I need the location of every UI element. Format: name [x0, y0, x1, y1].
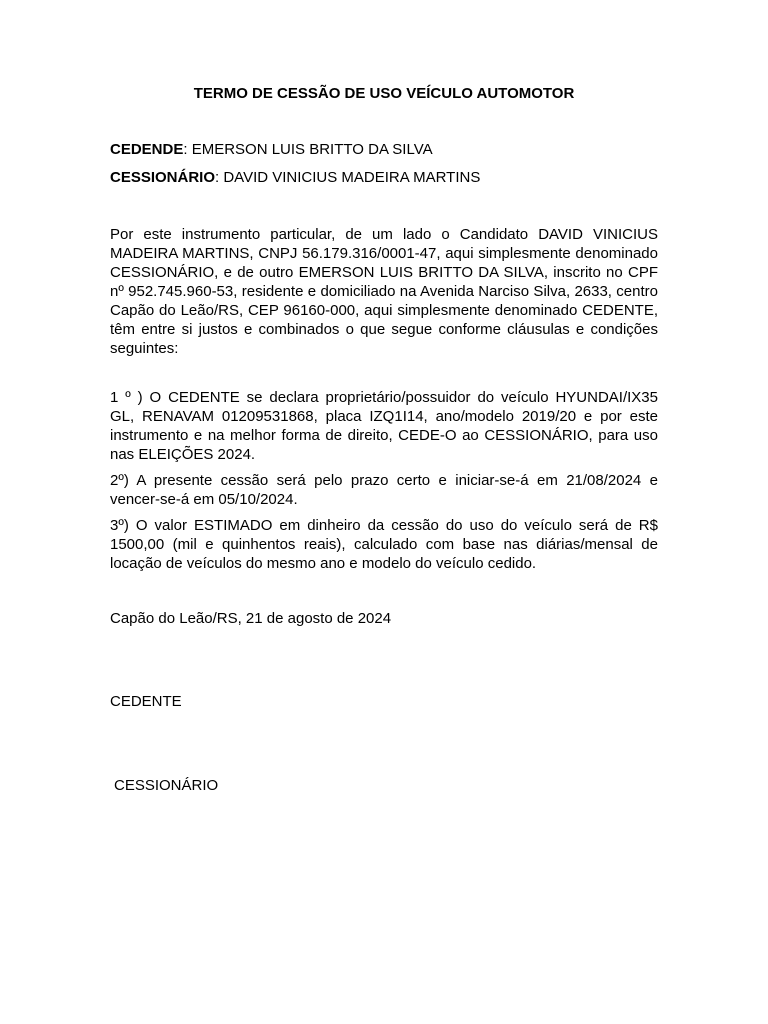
clause-1: 1 º ) O CEDENTE se declara proprietário/possuidor do veículo HYUNDAI/IX35 GL, RENAVAM 01209531868, placa IZQ1I14, ano/modelo 2019/20 e por este instrumento e na melhor forma de direito, CEDE-O ao CESSIONÁRIO, para uso nas ELEIÇÕES 2024.: [110, 389, 658, 463]
signature-cessionario: CESSIONÁRIO: [114, 777, 219, 794]
cedente-value: : EMERSON LUIS BRITTO DA SILVA: [183, 141, 433, 158]
cessionario-value: : DAVID VINICIUS MADEIRA MARTINS: [215, 169, 481, 186]
intro-paragraph: Por este instrumento particular, de um lado o Candidato DAVID VINICIUS MADEIRA MARTINS, CNPJ 56.179.316/0001-47, aqui simplesmente denominado CESSIONÁRIO, e de outro EMERSON LUIS BRITTO DA SILVA, inscrito no CPF nº 952.745.960-53, residente e domiciliado na Avenida Narciso Silva, 2633, centro Capão do Leão/RS, CEP 96160-000, aqui simplesmente denominado CEDENTE, têm entre si justos e combinados o que segue conforme cláusulas e condições seguintes:: [110, 226, 658, 357]
cedente-line: [110, 140, 433, 159]
clause-2: 2º) A presente cessão será pelo prazo certo e iniciar-se-á em 21/08/2024 e vencer-se-á em 05/10/2024.: [110, 472, 658, 508]
signature-cedente: CEDENTE: [110, 693, 182, 710]
clause-3: 3º) O valor ESTIMADO em dinheiro da cessão do uso do veículo será de R$ 1500,00 (mil e quinhentos reais), calculado com base nas diárias/mensal de locação de veículos do mesmo ano e modelo do veículo cedido.: [110, 517, 658, 572]
document-title: TERMO DE CESSÃO DE USO VEÍCULO AUTOMOTOR: [193, 85, 575, 102]
cessionario-label: CESSIONÁRIO: [110, 169, 216, 186]
cedente-label: CEDENDE: [110, 141, 184, 158]
place-and-date: Capão do Leão/RS, 21 de agosto de 2024: [110, 610, 392, 627]
document-page: [110, 0, 658, 1024]
cessionario-line: [110, 168, 480, 187]
